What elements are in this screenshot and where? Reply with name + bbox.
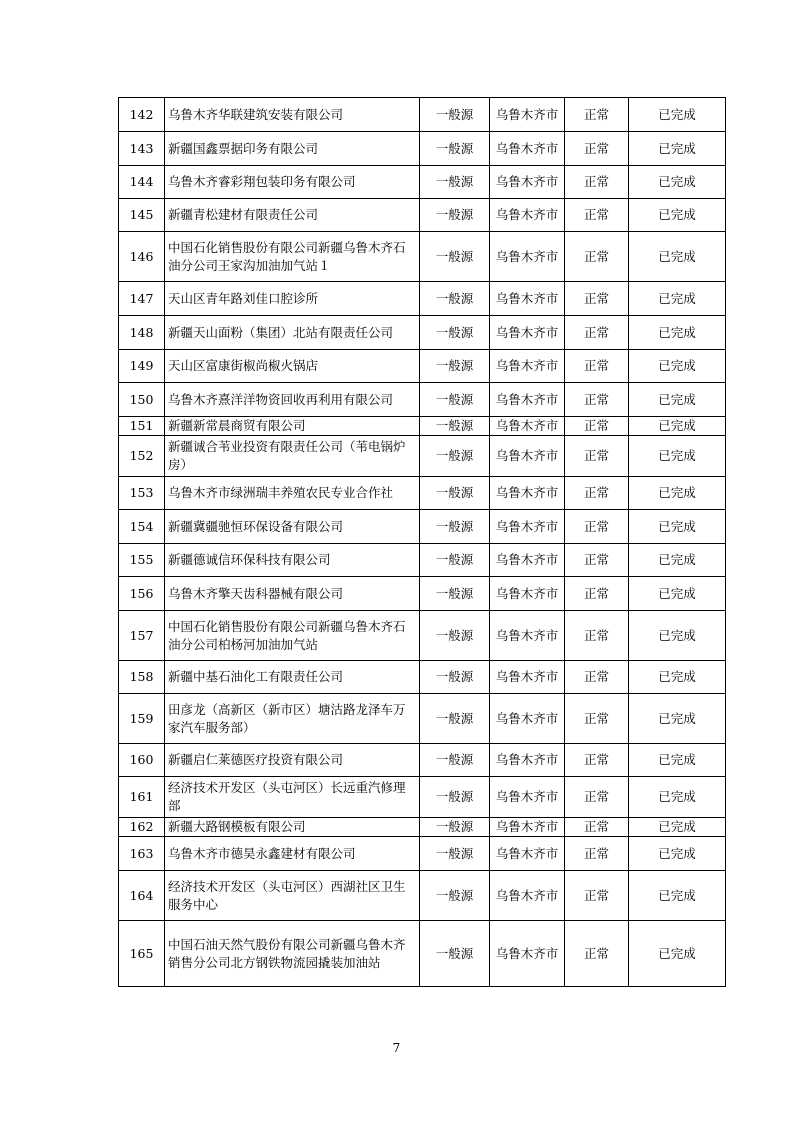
source-type: 一般源	[420, 871, 490, 921]
table-row	[119, 477, 726, 510]
source-type: 一般源	[420, 132, 490, 166]
status-value: 正常	[565, 132, 629, 166]
row-number: 148	[119, 316, 165, 350]
company-name: 乌鲁木齐市绿洲瑞丰养殖农民专业合作社	[165, 477, 420, 510]
source-type: 一般源	[420, 166, 490, 199]
table-row	[119, 611, 726, 661]
source-list-table	[118, 97, 726, 987]
company-name: 乌鲁木齐市德昊永鑫建材有限公司	[165, 837, 420, 871]
status-value: 正常	[565, 383, 629, 417]
status-value: 正常	[565, 199, 629, 232]
company-name: 新疆德诚信环保科技有限公司	[165, 544, 420, 577]
progress-value: 已完成	[629, 611, 726, 661]
table-row	[119, 837, 726, 871]
progress-value: 已完成	[629, 818, 726, 837]
status-value: 正常	[565, 98, 629, 132]
city-name: 乌鲁木齐市	[490, 921, 565, 987]
city-name: 乌鲁木齐市	[490, 611, 565, 661]
row-number: 165	[119, 921, 165, 987]
page-number: 7	[392, 1041, 401, 1055]
city-name: 乌鲁木齐市	[490, 837, 565, 871]
status-value: 正常	[565, 544, 629, 577]
progress-value: 已完成	[629, 166, 726, 199]
progress-value: 已完成	[629, 417, 726, 436]
table-row	[119, 350, 726, 383]
row-number: 164	[119, 871, 165, 921]
source-type: 一般源	[420, 199, 490, 232]
row-number: 153	[119, 477, 165, 510]
status-value: 正常	[565, 282, 629, 316]
source-type: 一般源	[420, 744, 490, 777]
city-name: 乌鲁木齐市	[490, 232, 565, 282]
progress-value: 已完成	[629, 777, 726, 818]
progress-value: 已完成	[629, 132, 726, 166]
progress-value: 已完成	[629, 544, 726, 577]
table-row	[119, 282, 726, 316]
progress-value: 已完成	[629, 350, 726, 383]
progress-value: 已完成	[629, 316, 726, 350]
row-number: 152	[119, 436, 165, 477]
row-number: 163	[119, 837, 165, 871]
table-row	[119, 744, 726, 777]
row-number: 159	[119, 694, 165, 744]
company-name: 乌鲁木齐睿彩翔包装印务有限公司	[165, 166, 420, 199]
company-name: 新疆冀疆驰恒环保设备有限公司	[165, 510, 420, 544]
table-row	[119, 383, 726, 417]
city-name: 乌鲁木齐市	[490, 417, 565, 436]
company-name: 中国石化销售股份有限公司新疆乌鲁木齐石油分公司柏杨河加油加气站	[165, 611, 420, 661]
table-row	[119, 199, 726, 232]
table-row	[119, 921, 726, 987]
company-name: 新疆新常晨商贸有限公司	[165, 417, 420, 436]
status-value: 正常	[565, 477, 629, 510]
city-name: 乌鲁木齐市	[490, 98, 565, 132]
table-body	[119, 98, 726, 987]
row-number: 151	[119, 417, 165, 436]
city-name: 乌鲁木齐市	[490, 818, 565, 837]
table-row	[119, 132, 726, 166]
row-number: 147	[119, 282, 165, 316]
city-name: 乌鲁木齐市	[490, 871, 565, 921]
progress-value: 已完成	[629, 921, 726, 987]
progress-value: 已完成	[629, 232, 726, 282]
company-name: 经济技术开发区（头屯河区）西湖社区卫生服务中心	[165, 871, 420, 921]
status-value: 正常	[565, 510, 629, 544]
progress-value: 已完成	[629, 694, 726, 744]
progress-value: 已完成	[629, 661, 726, 694]
city-name: 乌鲁木齐市	[490, 477, 565, 510]
table-row	[119, 694, 726, 744]
company-name: 乌鲁木齐熹洋洋物资回收再利用有限公司	[165, 383, 420, 417]
company-name: 经济技术开发区（头屯河区）长远重汽修理部	[165, 777, 420, 818]
status-value: 正常	[565, 577, 629, 611]
source-type: 一般源	[420, 316, 490, 350]
company-name: 新疆大路钢模板有限公司	[165, 818, 420, 837]
source-type: 一般源	[420, 544, 490, 577]
progress-value: 已完成	[629, 383, 726, 417]
table-row	[119, 510, 726, 544]
progress-value: 已完成	[629, 282, 726, 316]
table-row	[119, 417, 726, 436]
source-type: 一般源	[420, 577, 490, 611]
table-row	[119, 818, 726, 837]
source-type: 一般源	[420, 661, 490, 694]
row-number: 143	[119, 132, 165, 166]
status-value: 正常	[565, 871, 629, 921]
row-number: 158	[119, 661, 165, 694]
progress-value: 已完成	[629, 837, 726, 871]
row-number: 146	[119, 232, 165, 282]
progress-value: 已完成	[629, 199, 726, 232]
city-name: 乌鲁木齐市	[490, 166, 565, 199]
table-row	[119, 232, 726, 282]
source-type: 一般源	[420, 921, 490, 987]
table-row	[119, 577, 726, 611]
row-number: 157	[119, 611, 165, 661]
company-name: 新疆诚合苇业投资有限责任公司（苇电锅炉房）	[165, 436, 420, 477]
city-name: 乌鲁木齐市	[490, 544, 565, 577]
row-number: 162	[119, 818, 165, 837]
company-name: 乌鲁木齐擎天齿科器械有限公司	[165, 577, 420, 611]
city-name: 乌鲁木齐市	[490, 350, 565, 383]
status-value: 正常	[565, 744, 629, 777]
status-value: 正常	[565, 661, 629, 694]
status-value: 正常	[565, 350, 629, 383]
city-name: 乌鲁木齐市	[490, 661, 565, 694]
source-type: 一般源	[420, 232, 490, 282]
source-type: 一般源	[420, 611, 490, 661]
progress-value: 已完成	[629, 871, 726, 921]
progress-value: 已完成	[629, 577, 726, 611]
company-name: 新疆国鑫票据印务有限公司	[165, 132, 420, 166]
company-name: 新疆中基石油化工有限责任公司	[165, 661, 420, 694]
company-name: 天山区青年路刘佳口腔诊所	[165, 282, 420, 316]
row-number: 155	[119, 544, 165, 577]
status-value: 正常	[565, 777, 629, 818]
table-row	[119, 871, 726, 921]
table-row	[119, 544, 726, 577]
table-row	[119, 98, 726, 132]
company-name: 新疆天山面粉（集团）北站有限责任公司	[165, 316, 420, 350]
company-name: 乌鲁木齐华联建筑安装有限公司	[165, 98, 420, 132]
source-type: 一般源	[420, 694, 490, 744]
source-type: 一般源	[420, 510, 490, 544]
row-number: 154	[119, 510, 165, 544]
row-number: 156	[119, 577, 165, 611]
city-name: 乌鲁木齐市	[490, 777, 565, 818]
status-value: 正常	[565, 694, 629, 744]
row-number: 142	[119, 98, 165, 132]
city-name: 乌鲁木齐市	[490, 436, 565, 477]
row-number: 144	[119, 166, 165, 199]
source-type: 一般源	[420, 417, 490, 436]
status-value: 正常	[565, 316, 629, 350]
table-row	[119, 166, 726, 199]
city-name: 乌鲁木齐市	[490, 383, 565, 417]
row-number: 145	[119, 199, 165, 232]
progress-value: 已完成	[629, 477, 726, 510]
row-number: 150	[119, 383, 165, 417]
source-type: 一般源	[420, 282, 490, 316]
source-type: 一般源	[420, 477, 490, 510]
company-name: 新疆青松建材有限责任公司	[165, 199, 420, 232]
status-value: 正常	[565, 232, 629, 282]
status-value: 正常	[565, 818, 629, 837]
city-name: 乌鲁木齐市	[490, 694, 565, 744]
status-value: 正常	[565, 417, 629, 436]
company-name: 中国石油天然气股份有限公司新疆乌鲁木齐销售分公司北方钢铁物流园撬装加油站	[165, 921, 420, 987]
source-type: 一般源	[420, 350, 490, 383]
source-type: 一般源	[420, 436, 490, 477]
progress-value: 已完成	[629, 98, 726, 132]
row-number: 149	[119, 350, 165, 383]
status-value: 正常	[565, 837, 629, 871]
city-name: 乌鲁木齐市	[490, 744, 565, 777]
source-type: 一般源	[420, 98, 490, 132]
row-number: 160	[119, 744, 165, 777]
status-value: 正常	[565, 921, 629, 987]
city-name: 乌鲁木齐市	[490, 577, 565, 611]
table-row	[119, 777, 726, 818]
source-type: 一般源	[420, 777, 490, 818]
progress-value: 已完成	[629, 744, 726, 777]
city-name: 乌鲁木齐市	[490, 282, 565, 316]
company-name: 中国石化销售股份有限公司新疆乌鲁木齐石油分公司王家沟加油加气站１	[165, 232, 420, 282]
progress-value: 已完成	[629, 510, 726, 544]
city-name: 乌鲁木齐市	[490, 510, 565, 544]
source-type: 一般源	[420, 383, 490, 417]
table-row	[119, 661, 726, 694]
table-row	[119, 436, 726, 477]
company-name: 田彦龙（高新区（新市区）塘沽路龙泽车万家汽车服务部）	[165, 694, 420, 744]
city-name: 乌鲁木齐市	[490, 199, 565, 232]
row-number: 161	[119, 777, 165, 818]
status-value: 正常	[565, 166, 629, 199]
city-name: 乌鲁木齐市	[490, 316, 565, 350]
company-name: 天山区富康街椒尚椒火锅店	[165, 350, 420, 383]
company-name: 新疆启仁莱德医疗投资有限公司	[165, 744, 420, 777]
status-value: 正常	[565, 611, 629, 661]
source-type: 一般源	[420, 837, 490, 871]
status-value: 正常	[565, 436, 629, 477]
progress-value: 已完成	[629, 436, 726, 477]
table-row	[119, 316, 726, 350]
source-type: 一般源	[420, 818, 490, 837]
city-name: 乌鲁木齐市	[490, 132, 565, 166]
